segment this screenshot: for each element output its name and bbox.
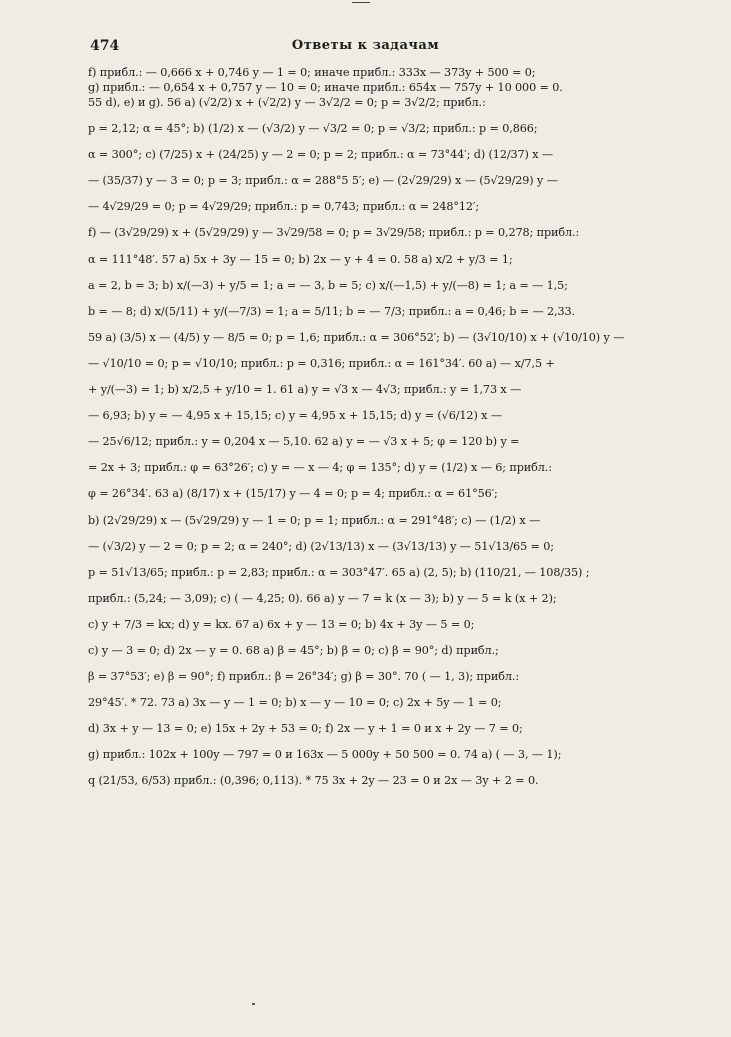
answer-line: β = 37°53′; e) β = 90°; f) прибл.: β = 26°34′; g) β = 30°. 70 ( — 1, 3); прибл.: [88, 670, 519, 684]
answer-line: g) прибл.: — 0,654 x + 0,757 y — 10 = 0; иначе прибл.: 654x — 757y + 10 000 = 0. [88, 81, 563, 94]
answer-line: φ = 26°34′. 63 a) (8/17) x + (15/17) y — 4 = 0; p = 4; прибл.: α = 61°56′; [88, 487, 498, 501]
answer-line: α = 300°; c) (7/25) x + (24/25) y — 2 = 0; p = 2; прибл.: α = 73°44′; d) (12/37) x — [88, 148, 554, 162]
answer-line: 59 a) (3/5) x — (4/5) y — 8/5 = 0; p = 1,6; прибл.: α = 306°52′; b) — (3√10/10) x + (√10/10) y — [88, 330, 625, 344]
answer-line: c) y — 3 = 0; d) 2x — y = 0. 68 a) β = 45°; b) β = 0; c) β = 90°; d) прибл.; [88, 643, 499, 657]
answer-line: 55 d), e) и g). 56 a) (√2/2) x + (√2/2) y — 3√2/2 = 0; p = 3√2/2; прибл.: [88, 96, 486, 109]
answer-line: f) — (3√29/29) x + (5√29/29) y — 3√29/58 = 0; p = 3√29/58; прибл.: p = 0,278; прибл.: [88, 226, 580, 240]
answer-line: 29°45′. * 72. 73 a) 3x — y — 1 = 0; b) x — y — 10 = 0; c) 2x + 5y — 1 = 0; [88, 696, 502, 710]
answer-line: — 6,93; b) y = — 4,95 x + 15,15; c) y = 4,95 x + 15,15; d) y = (√6/12) x — [88, 409, 502, 423]
answer-line: a = 2, b = 3; b) x/(—3) + y/5 = 1; a = — 3, b = 5; c) x/(—1,5) + y/(—8) = 1; a = — 1,5; [88, 278, 568, 292]
answer-line: — (35/37) y — 3 = 0; p = 3; прибл.: α = 288°5 5′; e) — (2√29/29) x — (5√29/29) y — [88, 174, 558, 188]
answer-line: + y/(—3) = 1; b) x/2,5 + y/10 = 1. 61 a) y = √3 x — 4√3; прибл.: y = 1,73 x — [88, 383, 522, 397]
answer-line: — 25√6/12; прибл.: y = 0,204 x — 5,10. 62 a) y = — √3 x + 5; φ = 120 b) y = [88, 435, 520, 449]
answers-block [88, 66, 688, 801]
answer-line: b = — 8; d) x/(5/11) + y/(—7/3) = 1; a = 5/11; b = — 7/3; прибл.: a = 0,46; b = — 2,33. [88, 304, 575, 318]
answer-line: f) прибл.: — 0,666 x + 0,746 y — 1 = 0; иначе прибл.: 333x — 373y + 500 = 0; [88, 66, 536, 79]
answer-line: p = 51√13/65; прибл.: p = 2,83; прибл.: α = 303°47′. 65 a) (2, 5); b) (110/21, — 108/35) ; [88, 565, 590, 579]
answer-line: — √10/10 = 0; p = √10/10; прибл.: p = 0,316; прибл.: α = 161°34′. 60 a) — x/7,5 + [88, 356, 555, 370]
answer-line: d) 3x + y — 13 = 0; e) 15x + 2y + 53 = 0; f) 2x — y + 1 = 0 и x + 2y — 7 = 0; [88, 722, 523, 736]
answer-line: прибл.: (5,24; — 3,09); c) ( — 4,25; 0). 66 a) y — 7 = k (x — 3); b) y — 5 = k (x + 2); [88, 591, 557, 605]
page-title: Ответы к задачам [291, 38, 440, 53]
answer-line: = 2x + 3; прибл.: φ = 63°26′; c) y = — x — 4; φ = 135°; d) y = (1/2) x — 6; прибл.: [88, 461, 552, 475]
answer-line: b) (2√29/29) x — (5√29/29) y — 1 = 0; p = 1; прибл.: α = 291°48′; c) — (1/2) x — [88, 513, 541, 527]
page-number: 474 [90, 38, 120, 54]
answer-line: p = 2,12; α = 45°; b) (1/2) x — (√3/2) y — √3/2 = 0; p = √3/2; прибл.: p = 0,866; [88, 122, 538, 136]
answer-line: g) прибл.: 102x + 100y — 797 = 0 и 163x — 5 000y + 50 500 = 0. 74 a) ( — 3, — 1); [88, 748, 562, 762]
answer-line: — 4√29/29 = 0; p = 4√29/29; прибл.: p = 0,743; прибл.: α = 248°12′; [88, 200, 480, 214]
page-edge-mark [352, 2, 370, 3]
answer-line: c) y + 7/3 = kx; d) y = kx. 67 a) 6x + y — 13 = 0; b) 4x + 3y — 5 = 0; [88, 617, 475, 631]
answer-line: — (√3/2) y — 2 = 0; p = 2; α = 240°; d) (2√13/13) x — (3√13/13) y — 51√13/65 = 0; [88, 539, 554, 553]
answer-line: α = 111°48′. 57 a) 5x + 3y — 15 = 0; b) 2x — y + 4 = 0. 58 a) x/2 + y/3 = 1; [88, 252, 513, 266]
answer-line: q (21/53, 6/53) прибл.: (0,396; 0,113). * 75 3x + 2y — 23 = 0 и 2x — 3y + 2 = 0. [88, 774, 539, 788]
page-speck [252, 1003, 255, 1005]
